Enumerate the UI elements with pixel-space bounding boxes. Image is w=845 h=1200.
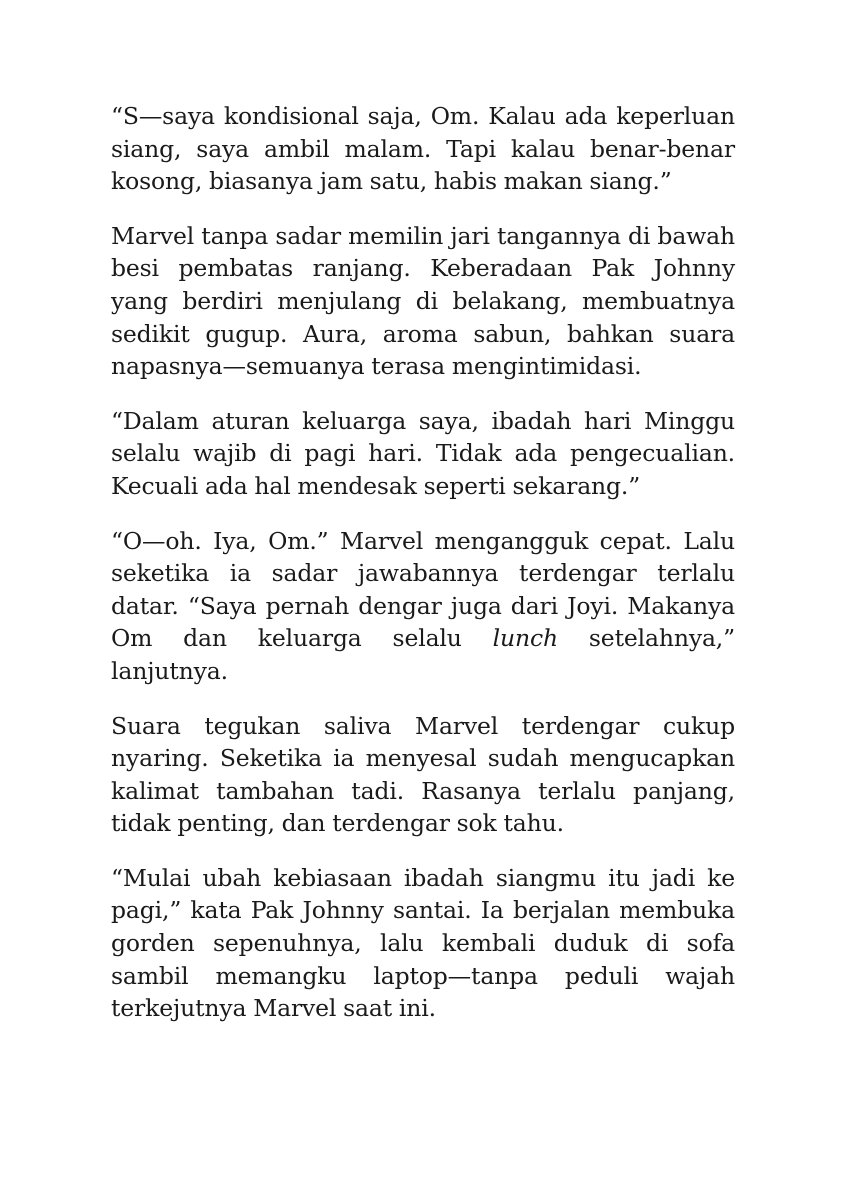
document-page xyxy=(111,100,735,1025)
paragraph-text: setelahnya,” lanjutnya. xyxy=(111,624,735,685)
italic-word: lunch xyxy=(492,624,559,653)
paragraph-text: “O—oh. Iya, Om.” Marvel mengangguk cepat. Lalu seketika ia sadar jawabannya terdengar terlalu datar. “Saya pernah dengar juga dari Joyi. Makanya Om dan keluarga selalu xyxy=(111,526,735,653)
paragraph-2 xyxy=(111,220,735,383)
paragraph-3 xyxy=(111,405,735,503)
paragraph-text: Suara tegukan saliva Marvel terdengar cukup nyaring. Seketika ia menyesal sudah mengucapkan kalimat tambahan tadi. Rasanya terlalu panjang, tidak penting, dan terdengar sok tahu. xyxy=(111,711,735,838)
paragraph-text: “Dalam aturan keluarga saya, ibadah hari Minggu selalu wajib di pagi hari. Tidak ada pengecualian. Kecuali ada hal mendesak seperti sekarang.” xyxy=(111,406,735,500)
paragraph-4 xyxy=(111,525,735,688)
paragraph-text: Marvel tanpa sadar memilin jari tangannya di bawah besi pembatas ranjang. Keberadaan Pak Johnny yang berdiri menjulang di belakang, membuatnya sedikit gugup. Aura, aroma sabun, bahkan suara napasnya—semuanya terasa mengintimidasi. xyxy=(111,221,735,381)
paragraph-text: “S—saya kondisional saja, Om. Kalau ada keperluan siang, saya ambil malam. Tapi kalau benar-benar kosong, biasanya jam satu, habis makan siang.” xyxy=(111,102,735,196)
paragraph-1 xyxy=(111,100,735,198)
paragraph-6 xyxy=(111,862,735,1025)
paragraph-text: “Mulai ubah kebiasaan ibadah siangmu itu jadi ke pagi,” kata Pak Johnny santai. Ia berjalan membuka gorden sepenuhnya, lalu kembali duduk di sofa sambil memangku laptop—tanpa peduli wajah terkejutnya Marvel saat ini. xyxy=(111,863,735,1023)
paragraph-5 xyxy=(111,710,735,840)
